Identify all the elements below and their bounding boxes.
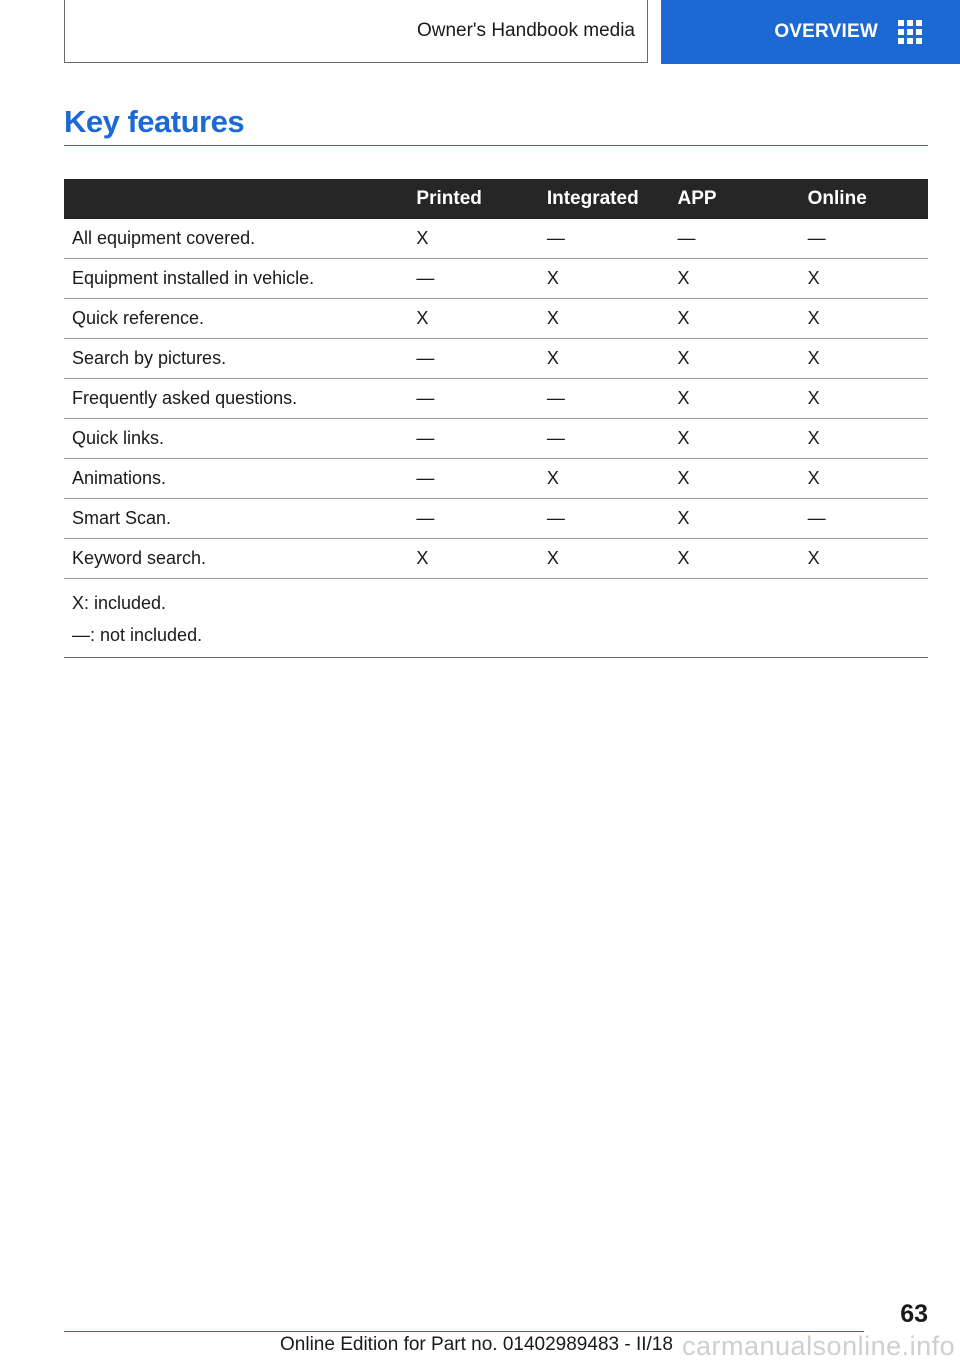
column-header: Printed [406,179,536,219]
cell-value: X [668,379,798,419]
feature-name: Frequently asked questions. [64,379,406,419]
cell-value: — [406,499,536,539]
feature-name: Quick links. [64,419,406,459]
feature-name: Animations. [64,459,406,499]
cell-value: X [668,499,798,539]
table-row [64,379,928,419]
cell-value: X [537,339,668,379]
legend-included: X: included. [72,593,167,613]
grid-menu-icon[interactable] [898,20,922,44]
chapter-tab-label: Owner's Handbook media [416,20,635,41]
cell-value: X [798,539,928,579]
feature-name: Smart Scan. [64,499,406,539]
feature-name: Search by pictures. [64,339,406,379]
table-row [64,459,928,499]
cell-value: X [798,379,928,419]
feature-name: Quick reference. [64,299,406,339]
cell-value: X [668,459,798,499]
watermark: carmanualsonline.info [682,1331,956,1361]
column-header: Integrated [537,179,668,219]
feature-name: Equipment installed in vehicle. [64,259,406,299]
table-row [64,299,928,339]
cell-value: X [668,299,798,339]
table-row [64,419,928,459]
cell-value: X [798,259,928,299]
legend-cell [64,579,928,658]
section-tab[interactable] [661,0,960,64]
cell-value: X [668,419,798,459]
table-row [64,219,928,259]
legend-row [64,579,928,658]
cell-value: — [537,219,668,259]
cell-value: X [537,459,668,499]
feature-name: All equipment covered. [64,219,406,259]
cell-value: X [537,539,668,579]
chapter-tab[interactable] [64,0,648,63]
table-row [64,259,928,299]
legend-not-included: —: not included. [72,625,203,645]
cell-value: — [406,419,536,459]
cell-value: — [537,499,668,539]
cell-value: — [406,339,536,379]
features-table [64,179,928,658]
table-row [64,499,928,539]
cell-value: X [668,539,798,579]
cell-value: X [668,339,798,379]
cell-value: X [668,259,798,299]
cell-value: — [798,219,928,259]
page-title: Key features [64,104,245,139]
edition-note: Online Edition for Part no. 01402989483 - II/18 [280,1334,673,1355]
cell-value: X [537,259,668,299]
feature-name: Keyword search. [64,539,406,579]
cell-value: X [798,339,928,379]
table-row [64,339,928,379]
cell-value: X [798,299,928,339]
column-header: Online [798,179,928,219]
cell-value: — [406,259,536,299]
table-header-row [64,179,928,219]
cell-value: — [537,419,668,459]
column-header: APP [668,179,798,219]
cell-value: X [798,419,928,459]
page-number: 63 [900,1300,928,1328]
section-tab-label: OVERVIEW [774,21,878,42]
cell-value: X [537,299,668,339]
cell-value: — [798,499,928,539]
column-header [64,179,406,219]
cell-value: — [668,219,798,259]
cell-value: X [798,459,928,499]
cell-value: — [537,379,668,419]
cell-value: X [406,539,536,579]
table-row [64,539,928,579]
cell-value: — [406,459,536,499]
title-divider [64,145,928,146]
cell-value: X [406,219,536,259]
cell-value: X [406,299,536,339]
cell-value: — [406,379,536,419]
